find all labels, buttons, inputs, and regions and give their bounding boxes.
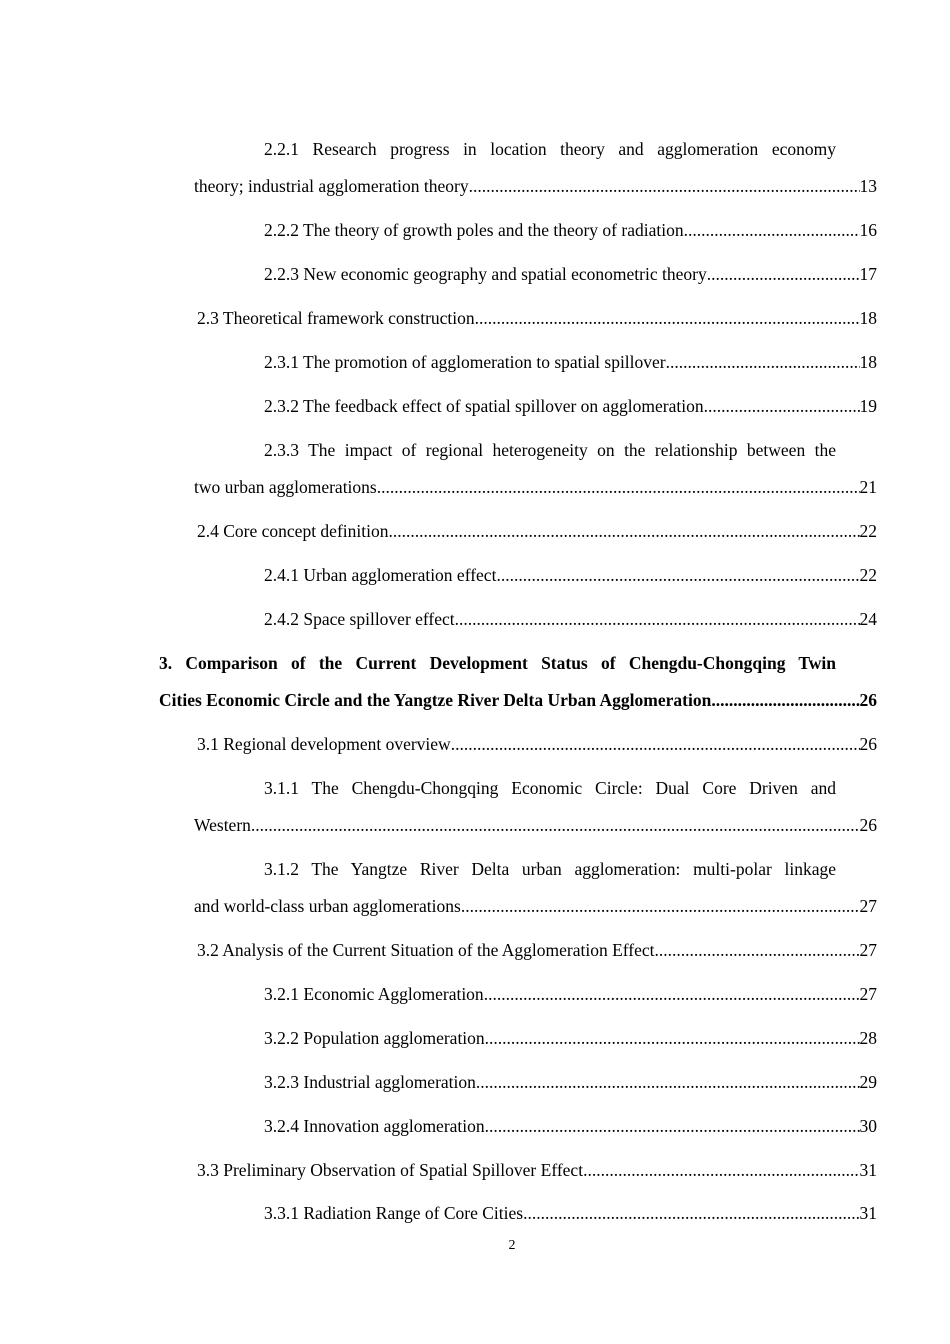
toc-entry-2-3[interactable] — [197, 305, 877, 331]
toc-page-number: 21 — [859, 477, 877, 497]
toc-page-number: 29 — [859, 1072, 877, 1092]
toc-page-number: 27 — [859, 896, 877, 916]
toc-entry-3-1[interactable] — [197, 731, 877, 757]
toc-page-number: 19 — [859, 396, 877, 416]
dot-leader — [469, 173, 860, 199]
toc-entry-2-2-1[interactable] — [194, 173, 877, 199]
toc-page-number: 26 — [859, 734, 877, 754]
dot-leader — [377, 474, 860, 500]
dot-leader — [496, 562, 859, 588]
toc-entry-3-1-1-line1: 3.1.1 The Chengdu-Chongqing Economic Circle: Dual Core Driven and — [264, 778, 836, 798]
dot-leader — [485, 1113, 860, 1139]
dot-leader — [485, 1025, 860, 1051]
toc-entry-text: 3.2.4 Innovation agglomeration — [264, 1116, 485, 1136]
dot-leader — [707, 261, 860, 287]
toc-entry-3-2-3[interactable] — [264, 1069, 877, 1095]
toc-entry-text: and world-class urban agglomerations — [194, 896, 461, 916]
toc-chapter-3-line1: 3. Comparison of the Current Development Status of Chengdu-Chongqing Twin — [159, 653, 836, 673]
dot-leader — [388, 518, 859, 544]
toc-entry-text: 3.2 Analysis of the Current Situation of the Agglomeration Effect — [197, 940, 655, 960]
page-number: 2 — [508, 1238, 516, 1253]
dot-leader — [655, 937, 860, 963]
dot-leader — [711, 687, 859, 713]
toc-page-number: 24 — [859, 609, 877, 629]
toc-entry-text: theory; industrial agglomeration theory — [194, 176, 469, 196]
toc-entry-text: 3.3 Preliminary Observation of Spatial Spillover Effect — [197, 1160, 584, 1180]
dot-leader — [684, 217, 860, 243]
toc-page-number: 13 — [859, 176, 877, 196]
toc-entry-2-3-2[interactable] — [264, 393, 877, 419]
toc-entry-2-4[interactable] — [197, 518, 877, 544]
toc-entry-2-4-1[interactable] — [264, 562, 877, 588]
dot-leader — [461, 893, 860, 919]
toc-entry-text: 2.4.1 Urban agglomeration effect — [264, 565, 497, 585]
toc-page-number: 28 — [859, 1028, 877, 1048]
dot-leader — [476, 1069, 860, 1095]
dot-leader — [475, 305, 860, 331]
toc-entry-2-4-2[interactable] — [264, 606, 877, 632]
toc-page-number: 18 — [859, 308, 877, 328]
toc-entry-2-3-3-line1: 2.3.3 The impact of regional heterogeneity on the relationship between the — [264, 440, 836, 460]
toc-entry-3-1-1[interactable] — [194, 812, 877, 838]
toc-page-number: 27 — [859, 940, 877, 960]
toc-entry-text: 2.2.3 New economic geography and spatial econometric theory — [264, 264, 707, 284]
toc-page-number: 30 — [859, 1116, 877, 1136]
toc-entry-text: Western — [194, 815, 251, 835]
toc-entry-3-1-2-line1: 3.1.2 The Yangtze River Delta urban agglomeration: multi-polar linkage — [264, 859, 836, 879]
toc-entry-text: 3.2.2 Population agglomeration — [264, 1028, 485, 1048]
toc-entry-3-3-1[interactable] — [264, 1200, 877, 1226]
toc-entry-3-2-2[interactable] — [264, 1025, 877, 1051]
toc-entry-2-3-3[interactable] — [194, 474, 877, 500]
toc-entry-3-1-2[interactable] — [194, 893, 877, 919]
toc-entry-text: 3.2.1 Economic Agglomeration — [264, 984, 484, 1004]
toc-page-number: 17 — [859, 264, 877, 284]
dot-leader — [666, 349, 860, 375]
dot-leader — [484, 981, 860, 1007]
toc-entry-text: 3.2.3 Industrial agglomeration — [264, 1072, 476, 1092]
toc-page-number: 31 — [859, 1203, 877, 1223]
toc-page-number: 16 — [859, 220, 877, 240]
toc-entry-3-2-4[interactable] — [264, 1113, 877, 1139]
toc-entry-text: Cities Economic Circle and the Yangtze River Delta Urban Agglomeration — [159, 690, 712, 710]
toc-page-number: 31 — [859, 1160, 877, 1180]
toc-entry-3-2-1[interactable] — [264, 981, 877, 1007]
toc-entry-3-2[interactable] — [197, 937, 877, 963]
toc-entry-text: 2.4.2 Space spillover effect — [264, 609, 455, 629]
toc-page-number: 18 — [859, 352, 877, 372]
toc-page-number: 27 — [859, 984, 877, 1004]
toc-page-number: 22 — [859, 521, 877, 541]
toc-entry-text: 2.3.1 The promotion of agglomeration to spatial spillover — [264, 352, 666, 372]
toc-entry-text: 2.4 Core concept definition — [197, 521, 389, 541]
toc-page-number: 26 — [859, 690, 877, 710]
dot-leader — [451, 731, 860, 757]
toc-page-number: 26 — [859, 815, 877, 835]
toc-entry-2-2-2[interactable] — [264, 217, 877, 243]
dot-leader — [455, 606, 860, 632]
toc-entry-text: 2.2.2 The theory of growth poles and the theory of radiation — [264, 220, 684, 240]
toc-entry-3-3[interactable] — [197, 1157, 877, 1183]
toc-entry-text: two urban agglomerations — [194, 477, 377, 497]
toc-entry-2-2-3[interactable] — [264, 261, 877, 287]
dot-leader — [523, 1200, 859, 1226]
dot-leader — [704, 393, 860, 419]
dot-leader — [251, 812, 860, 838]
toc-chapter-3[interactable] — [159, 687, 877, 713]
toc-entry-2-3-1[interactable] — [264, 349, 877, 375]
toc-entry-text: 2.3 Theoretical framework construction — [197, 308, 475, 328]
toc-entry-text: 2.3.2 The feedback effect of spatial spillover on agglomeration — [264, 396, 704, 416]
dot-leader — [583, 1157, 859, 1183]
toc-entry-2-2-1-line1: 2.2.1 Research progress in location theory and agglomeration economy — [264, 139, 836, 159]
toc-entry-text: 3.3.1 Radiation Range of Core Cities — [264, 1203, 524, 1223]
toc-entry-text: 3.1 Regional development overview — [197, 734, 451, 754]
toc-page-number: 22 — [859, 565, 877, 585]
